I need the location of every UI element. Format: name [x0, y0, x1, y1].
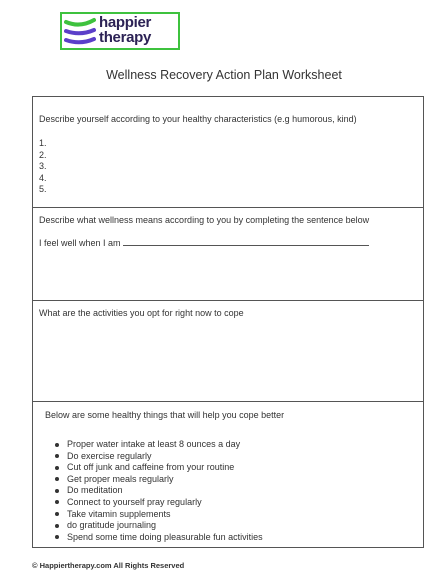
bullet-icon — [55, 524, 59, 528]
list-item — [55, 497, 263, 509]
list-item — [55, 509, 263, 521]
bullet-icon — [55, 466, 59, 470]
copyright-footer: © Happiertherapy.com All Rights Reserved — [32, 561, 185, 570]
list-item: 4. — [39, 172, 47, 183]
list-item — [55, 474, 263, 486]
tip-text: Proper water intake at least 8 ounces a day — [67, 439, 241, 449]
bullet-icon — [55, 477, 59, 481]
tips-intro: Below are some healthy things that will help you cope better — [45, 410, 285, 420]
sentence-completion — [39, 238, 369, 248]
numbered-list — [39, 138, 47, 196]
list-item — [55, 462, 263, 474]
section-coping-activities — [32, 301, 424, 402]
answer-line[interactable] — [123, 238, 369, 246]
bullet-icon — [55, 454, 59, 458]
bullet-icon — [55, 443, 59, 447]
page-title: Wellness Recovery Action Plan Worksheet — [106, 68, 342, 82]
list-item — [55, 439, 263, 451]
tip-text: Take vitamin supplements — [67, 508, 171, 519]
bullet-icon — [55, 512, 59, 516]
logo-text — [99, 15, 151, 45]
logo-line-1: happier — [99, 14, 152, 31]
list-item: 3. — [39, 161, 47, 171]
section-healthy-characteristics — [32, 96, 424, 208]
logo-wave-icon — [64, 16, 96, 46]
list-item: 1. — [39, 138, 47, 148]
list-item: 5. — [39, 184, 47, 194]
logo-line-2: therapy — [99, 29, 152, 46]
list-item — [55, 520, 263, 532]
brand-logo — [60, 12, 180, 50]
bullet-icon — [55, 535, 59, 539]
list-item — [55, 451, 263, 463]
tip-text: do gratitude journaling — [67, 520, 157, 531]
tip-text: Get proper meals regularly — [67, 473, 174, 484]
tips-list — [55, 439, 263, 543]
section-healthy-tips — [32, 402, 424, 548]
list-item — [55, 532, 263, 544]
section-question: Describe what wellness means according to you by completing the sentence below — [39, 215, 370, 225]
bullet-icon — [55, 489, 59, 493]
list-item: 2. — [39, 149, 47, 160]
sentence-prompt: I feel well when I am — [39, 238, 121, 248]
section-question: What are the activities you opt for right now to cope — [39, 308, 244, 318]
bullet-icon — [55, 500, 59, 504]
tip-text: Spend some time doing pleasurable fun activities — [67, 531, 263, 542]
section-question: Describe yourself according to your healthy characteristics (e.g humorous, kind) — [39, 114, 357, 124]
tip-text: Do exercise regularly — [67, 450, 152, 461]
tip-text: Do meditation — [67, 485, 123, 496]
tip-text: Cut off junk and caffeine from your routine — [67, 462, 235, 473]
tip-text: Connect to yourself pray regularly — [67, 496, 202, 507]
section-wellness-meaning — [32, 208, 424, 301]
list-item — [55, 485, 263, 497]
